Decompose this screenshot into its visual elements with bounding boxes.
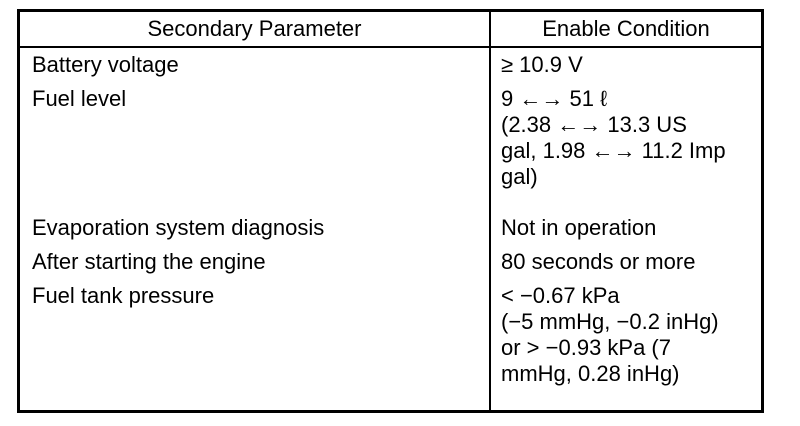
condition-line: (−5 mmHg, −0.2 inHg) (501, 309, 719, 334)
condition-line: < −0.67 kPa (501, 283, 620, 308)
table-row (20, 47, 761, 82)
condition-line: 9 ←→ 51 ℓ (501, 86, 608, 111)
header-row (20, 12, 761, 47)
enable-condition-table (17, 9, 764, 413)
enable-condition-grid (20, 12, 761, 410)
condition-line: mmHg, 0.28 inHg) (501, 361, 680, 386)
header-enable-condition: Enable Condition (490, 12, 761, 47)
condition-line: (2.38 ←→ 13.3 US (501, 112, 687, 137)
parameter-cell: Evaporation system diagnosis (20, 211, 490, 245)
condition-line: or > −0.93 kPa (7 (501, 335, 671, 360)
condition-cell (490, 245, 761, 279)
condition-line: 80 seconds or more (501, 249, 696, 274)
table-row (20, 245, 761, 279)
condition-line: Not in operation (501, 215, 657, 240)
condition-line: gal) (501, 164, 538, 189)
parameter-cell: After starting the engine (20, 245, 490, 279)
table-row (20, 211, 761, 245)
condition-line: gal, 1.98 ←→ 11.2 Imp (501, 138, 726, 163)
condition-line: ≥ 10.9 V (501, 52, 583, 77)
parameter-cell: Fuel level (20, 82, 490, 211)
condition-cell (490, 279, 761, 410)
table-row (20, 279, 761, 410)
condition-cell (490, 82, 761, 211)
parameter-cell: Fuel tank pressure (20, 279, 490, 410)
condition-cell (490, 47, 761, 82)
header-secondary-parameter: Secondary Parameter (20, 12, 490, 47)
table-row (20, 82, 761, 211)
parameter-cell: Battery voltage (20, 47, 490, 82)
condition-cell (490, 211, 761, 245)
